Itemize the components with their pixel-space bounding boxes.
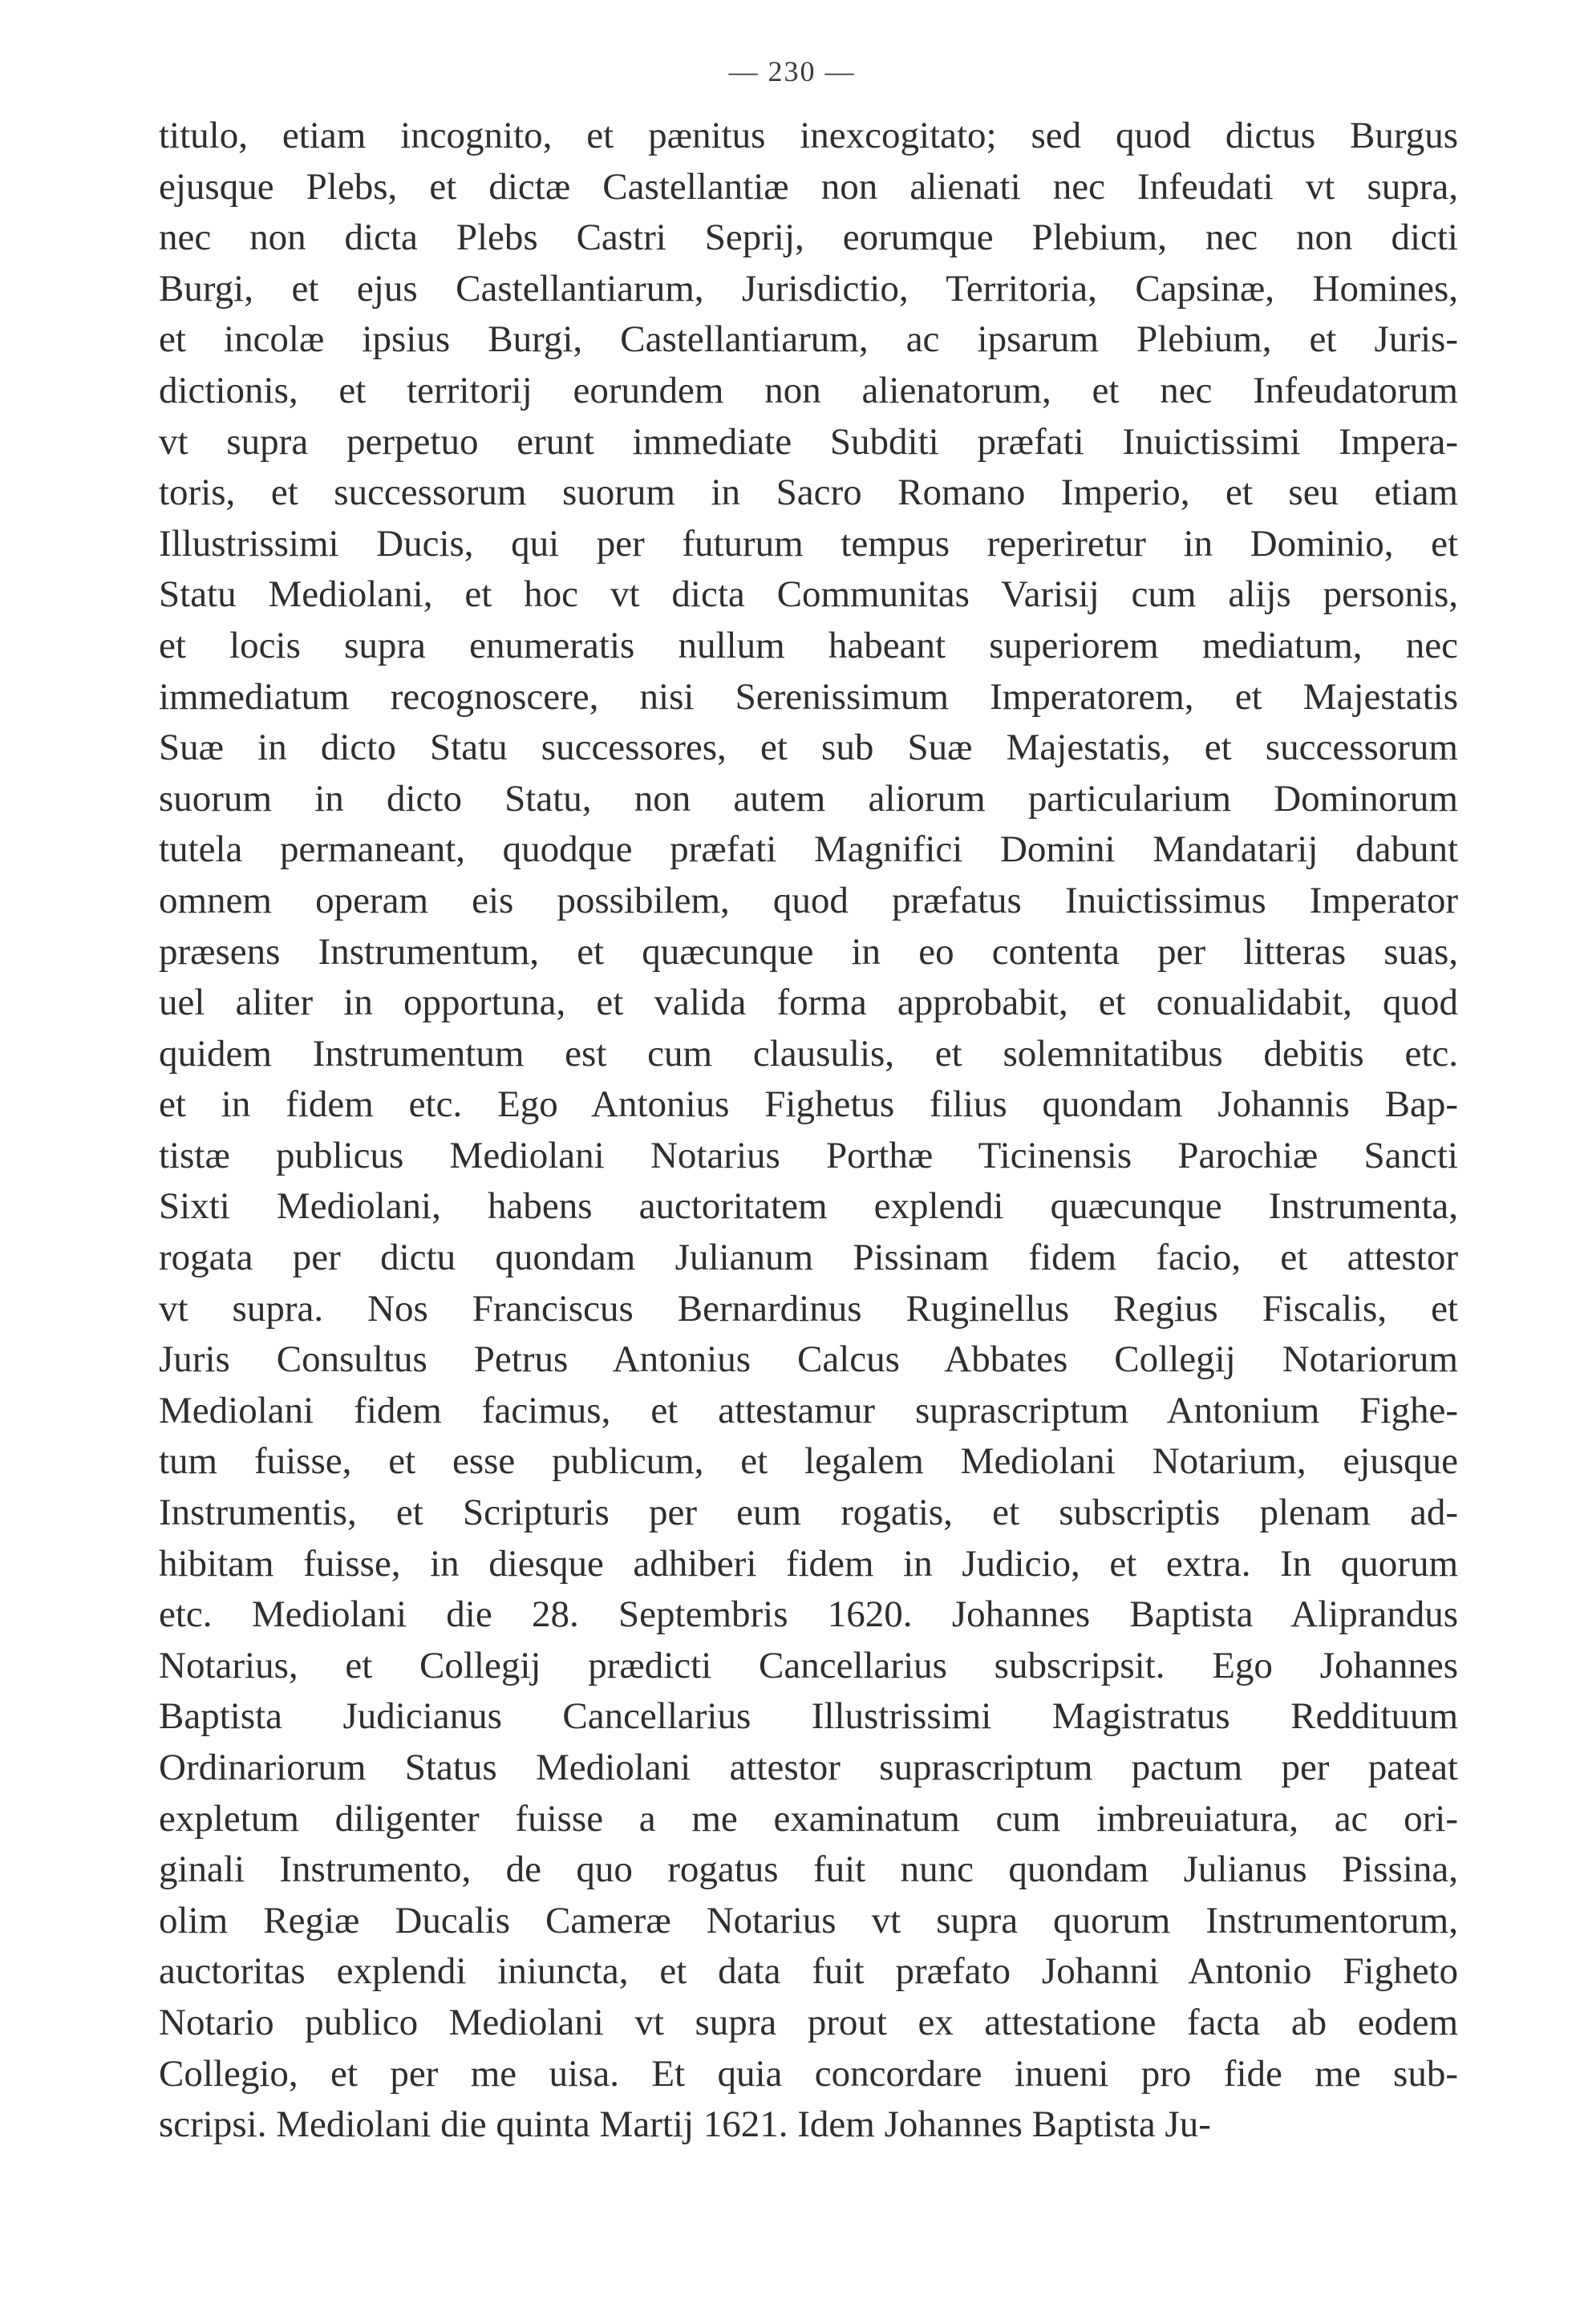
text-line: Illustrissimi Ducis, qui per futurum tempus reperiretur in Dominio, et xyxy=(159,522,1458,565)
text-line: suorum in dicto Statu, non autem aliorum particularium Dominorum xyxy=(159,777,1458,820)
text-line: tum fuisse, et esse publicum, et legalem Mediolani Notarium, ejusque xyxy=(159,1440,1458,1483)
text-line: olim Regiæ Ducalis Cameræ Notarius vt supra quorum Instrumentorum, xyxy=(159,1899,1458,1941)
text-line: Suæ in dicto Statu successores, et sub Suæ Majestatis, et successorum xyxy=(159,727,1458,769)
text-line: nec non dicta Plebs Castri Seprij, eorumque Plebium, nec non dicti xyxy=(159,217,1458,259)
text-line: Juris Consultus Petrus Antonius Calcus Abbates Collegij Notariorum xyxy=(159,1338,1458,1381)
text-line: tutela permaneant, quodque præfati Magnifici Domini Mandatarij dabunt xyxy=(159,828,1458,871)
text-line: tistæ publicus Mediolani Notarius Porthæ Ticinensis Parochiæ Sancti xyxy=(159,1134,1458,1176)
text-line: auctoritas explendi iniuncta, et data fuit præfato Johanni Antonio Figheto xyxy=(159,1950,1458,1993)
text-line: Statu Mediolani, et hoc vt dicta Communitas Varisij cum alijs personis, xyxy=(159,573,1458,616)
text-line: ginali Instrumento, de quo rogatus fuit nunc quondam Julianus Pissina, xyxy=(159,1848,1458,1891)
text-line: uel aliter in opportuna, et valida forma approbabit, et conualidabit, quod xyxy=(159,982,1458,1024)
text-line: Burgi, et ejus Castellantiarum, Jurisdictio, Territoria, Capsinæ, Homines, xyxy=(159,267,1458,310)
text-line: Collegio, et per me uisa. Et quia concordare inueni pro fide me sub- xyxy=(159,2052,1458,2095)
text-line: toris, et successorum suorum in Sacro Romano Imperio, et seu etiam xyxy=(159,472,1458,514)
text-line: hibitam fuisse, in diesque adhiberi fidem in Judicio, et extra. In quorum xyxy=(159,1542,1458,1585)
text-line: vt supra perpetuo erunt immediate Subditi præfati Inuictissimi Impera- xyxy=(159,420,1458,463)
text-line: et in fidem etc. Ego Antonius Fighetus filius quondam Johannis Bap- xyxy=(159,1083,1458,1126)
text-line: scripsi. Mediolani die quinta Martij 1621. Idem Johannes Baptista Ju- xyxy=(159,2103,1211,2146)
text-line: et incolæ ipsius Burgi, Castellantiarum, ac ipsarum Plebium, et Juris- xyxy=(159,318,1458,361)
text-line: etc. Mediolani die 28. Septembris 1620. Johannes Baptista Aliprandus xyxy=(159,1593,1458,1636)
text-line: vt supra. Nos Franciscus Bernardinus Ruginellus Regius Fiscalis, et xyxy=(159,1287,1458,1330)
text-line: omnem operam eis possibilem, quod præfatus Inuictissimus Imperator xyxy=(159,879,1458,921)
text-line: ejusque Plebs, et dictæ Castellantiæ non alienati nec Infeudati vt supra, xyxy=(159,165,1458,208)
text-line: dictionis, et territorij eorundem non alienatorum, et nec Infeudatorum xyxy=(159,369,1458,411)
text-line: immediatum recognoscere, nisi Serenissimum Imperatorem, et Majestatis xyxy=(159,675,1458,718)
body-text xyxy=(159,111,1458,2151)
text-line: et locis supra enumeratis nullum habeant superiorem mediatum, nec xyxy=(159,624,1458,666)
text-line: Notario publico Mediolani vt supra prout ex attestatione facta ab eodem xyxy=(159,2001,1458,2043)
text-line: quidem Instrumentum est cum clausulis, et solemnitatibus debitis etc. xyxy=(159,1032,1458,1075)
text-line: rogata per dictu quondam Julianum Pissinam fidem facio, et attestor xyxy=(159,1237,1458,1279)
text-line: Baptista Judicianus Cancellarius Illustrissimi Magistratus Reddituum xyxy=(159,1695,1458,1738)
text-line: Sixti Mediolani, habens auctoritatem explendi quæcunque Instrumenta, xyxy=(159,1185,1458,1228)
text-line: Mediolani fidem facimus, et attestamur suprascriptum Antonium Fighe- xyxy=(159,1389,1458,1431)
page-number: — 230 — xyxy=(728,55,856,87)
text-line: Notarius, et Collegij prædicti Cancellarius subscripsit. Ego Johannes xyxy=(159,1644,1458,1686)
text-line: expletum diligenter fuisse a me examinatum cum imbreuiatura, ac ori- xyxy=(159,1797,1458,1840)
text-line: Ordinariorum Status Mediolani attestor suprascriptum pactum per pateat xyxy=(159,1747,1458,1788)
text-line: titulo, etiam incognito, et pænitus inexcogitato; sed quod dictus Burgus xyxy=(159,115,1458,156)
text-line: præsens Instrumentum, et quæcunque in eo contenta per litteras suas, xyxy=(159,930,1458,973)
text-line: Instrumentis, et Scripturis per eum rogatis, et subscriptis plenam ad- xyxy=(159,1492,1458,1534)
